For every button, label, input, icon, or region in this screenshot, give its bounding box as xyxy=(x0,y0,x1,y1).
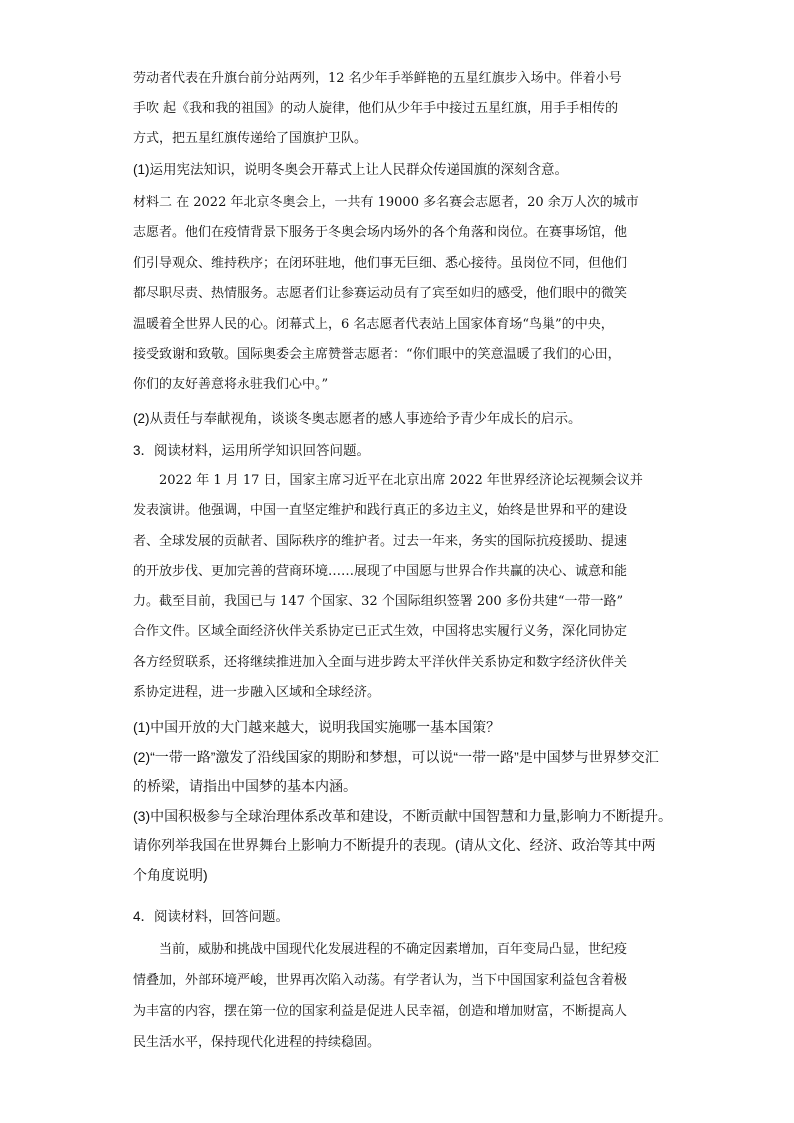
question-2-2 xyxy=(133,405,667,433)
heading-line: 4．阅读材料，回答问题。 xyxy=(133,909,290,924)
material-line: 手吹 起《我和我的祖国》的动人旋律，他们从少年手中接过五星红旗，用手手相传的 xyxy=(133,101,619,116)
question-3-subquestions xyxy=(133,713,672,890)
question-line: (2)从责任与奉献视角，谈谈冬奥志愿者的感人事迹给予青少年成长的启示。 xyxy=(133,411,582,426)
question-line: (3)中国积极参与全球治理体系改革和建设，不断贡献中国智慧和力量,影响力不断提升。 xyxy=(133,807,672,824)
question-3-heading xyxy=(133,437,667,465)
material-line: 系协定进程，进一步融入区域和全球经济。 xyxy=(133,685,381,701)
material-line: 接受致谢和致敬。国际奥委会主席赞誉志愿者：“你们眼中的笑意温暖了我们的心田， xyxy=(133,347,621,363)
material-line: 发表演讲。他强调，中国一直坚定维护和践行真正的多边主义，始终是世界和平的建设 xyxy=(133,503,628,519)
question-line: (1)中国开放的大门越来越大，说明我国实施哪一基本国策？ xyxy=(133,719,501,735)
material-line: 为丰富的内容，摆在第一位的国家利益是促进人民幸福，创造和增加财富，不断提高人 xyxy=(133,1004,628,1019)
material4-text xyxy=(133,934,667,1058)
material-line: 情叠加，外部环境严峻，世界再次陷入动荡。有学者认为，当下中国国家利益包含着极 xyxy=(133,973,628,988)
material-line: 民生活水平，保持现代化进程的持续稳固。 xyxy=(133,1035,381,1050)
question-line: 请你列举我国在世界舞台上影响力不断提升的表现。(请从文化、经济、政治等其中两 xyxy=(133,837,656,853)
material-line: 你们的友好善意将永驻我们心中。” xyxy=(133,377,329,393)
material-line: 当前，威胁和挑战中国现代化发展进程的不确定因素增加，百年变局凸显，世纪疫 xyxy=(159,942,628,957)
material3-text xyxy=(133,466,667,708)
material-line: 各方经贸联系，还将继续推进加入全面与进步跨太平洋伙伴关系协定和数字经济伙伴关 xyxy=(133,654,628,670)
heading-line: 3．阅读材料，运用所学知识回答问题。 xyxy=(133,443,371,458)
material-line: 方式，把五星红旗传递给了国旗护卫队。 xyxy=(133,131,368,146)
material-line: 的开放步伐、更加完善的营商环境……展现了中国愿与世界合作共赢的决心、诚意和能 xyxy=(133,563,628,579)
material2-text xyxy=(133,188,667,401)
material1-text xyxy=(133,64,667,154)
question-line: 个角度说明) xyxy=(133,866,208,883)
question-line: 的桥梁，请指出中国梦的基本内涵。 xyxy=(133,778,357,794)
material-line: 材料二 在 2022 年北京冬奥会上，一共有 19000 多名赛会志愿者，20 余万人次的城市 xyxy=(133,195,639,210)
material-line: 劳动者代表在升旗台前分站两列，12 名少年手举鲜艳的五星红旗步入场中。伴着小号 xyxy=(133,71,622,86)
question-2-1 xyxy=(133,156,667,184)
material-line: 者、全球发展的贡献者、国际秩序的维护者。过去一年来，务实的国际抗疫援助、提速 xyxy=(133,533,628,549)
material-line: 温暖着全世界人民的心。闭幕式上，6 名志愿者代表站上国家体育场“鸟巢”的中央， xyxy=(133,316,614,332)
question-4-heading xyxy=(133,903,667,931)
material-line: 都尽职尽责、热情服务。志愿者们让参赛运动员有了宾至如归的感受，他们眼中的微笑 xyxy=(133,286,628,302)
question-line: (2)“一带一路”激发了沿线国家的期盼和梦想，可以说“一带一路”是中国梦与世界梦交汇 xyxy=(133,748,659,765)
material-line: 志愿者。他们在疫情背景下服务于冬奥会场内场外的各个角落和岗位。在赛事场馆，他 xyxy=(133,225,628,241)
material-line: 合作文件。区域全面经济伙伴关系协定已正式生效，中国将忠实履行义务，深化同协定 xyxy=(133,624,628,640)
material-line: 力。截至目前，我国已与 147 个国家、32 个国际组织签署 200 多份共建“一带一路” xyxy=(133,594,624,610)
material-line: 们引导观众、维持秩序；在闭环驻地，他们事无巨细、悉心接待。虽岗位不同，但他们 xyxy=(133,255,628,271)
material-line: 2022 年 1 月 17 日，国家主席习近平在北京出席 2022 年世界经济论坛视频会议并 xyxy=(159,473,643,488)
question-line: (1)运用宪法知识，说明冬奥会开幕式上让人民群众传递国旗的深刻含意。 xyxy=(133,162,568,177)
